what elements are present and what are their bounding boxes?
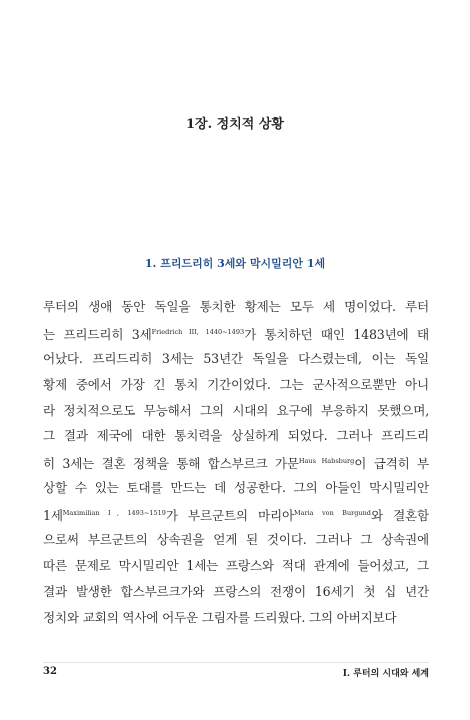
footer-divider xyxy=(43,662,429,663)
text-segment: 으로써 부르군트의 상속권을 얻게 된 것이다. 그러나 그 상속권에 xyxy=(43,532,429,548)
text-line xyxy=(43,320,429,346)
text-segment: 황제 중에서 가장 긴 통치 기간이었다. 그는 군사적으로뿐만 아니 xyxy=(43,376,429,392)
text-line xyxy=(43,423,429,449)
text-segment: 라 정치적으로도 무능해서 그의 시대의 요구에 부응하지 못했으며, xyxy=(43,402,429,418)
text-line xyxy=(43,449,429,475)
inline-gloss: Haus Habsburg xyxy=(298,457,355,466)
text-line xyxy=(43,579,429,605)
text-line xyxy=(43,372,429,398)
text-line xyxy=(43,398,429,424)
body-paragraph xyxy=(43,294,429,631)
text-segment: 히 3세는 결혼 정책을 통해 합스부르크 가문 xyxy=(43,456,299,472)
text-segment: 이 급격히 부 xyxy=(354,456,429,472)
text-segment: 정치와 교회의 역사에 어두운 그림자를 드리웠다. 그의 아버지보다 xyxy=(43,609,397,625)
running-footer-chapter: Ⅰ. 루터의 시대와 세계 xyxy=(342,669,429,679)
text-segment: 와 결혼함 xyxy=(370,508,429,524)
text-segment: 루터의 생애 동안 독일을 통치한 황제는 모두 세 명이었다. 루터 xyxy=(43,299,429,314)
chapter-title: 1장. 정치적 상황 xyxy=(186,117,284,132)
inline-gloss: Maria von Burgund xyxy=(293,509,371,518)
text-segment: 는 프리드리히 3세 xyxy=(43,326,152,342)
text-segment: 결과 발생한 합스부르크가와 프랑스의 전쟁이 16세기 첫 십 년간 xyxy=(43,583,429,599)
inline-gloss: Maximilian Ⅰ, 1493~1519 xyxy=(62,509,166,518)
text-line xyxy=(43,294,429,320)
text-line xyxy=(43,605,429,631)
section-title: 1. 프리드리히 3세와 막시밀리안 1세 xyxy=(144,257,326,270)
text-segment: 상할 수 있는 토대를 만드는 데 성공한다. 그의 아들인 막시밀리안 xyxy=(43,480,429,496)
text-line xyxy=(43,501,429,527)
inline-gloss: Friedrich III, 1440~1493 xyxy=(151,327,245,336)
page-number: 32 xyxy=(43,666,57,677)
text-segment: 어났다. 프리드리히 3세는 53년간 독일을 다스렸는데, 이는 독일 xyxy=(43,350,429,366)
text-segment: 가 통치하던 때인 1483년에 태 xyxy=(244,326,429,342)
text-line xyxy=(43,527,429,553)
text-segment: 가 부르군트의 마리아 xyxy=(165,508,294,524)
text-segment: 그 결과 제국에 대한 통치력을 상실하게 되었다. 그러나 프리드리 xyxy=(43,428,429,444)
text-segment: 1세 xyxy=(43,508,63,524)
text-line xyxy=(43,346,429,372)
text-segment: 따른 문제로 막시밀리안 1세는 프랑스와 적대 관계에 들어섰고, 그 xyxy=(43,557,429,573)
text-line xyxy=(43,553,429,579)
text-line xyxy=(43,475,429,501)
